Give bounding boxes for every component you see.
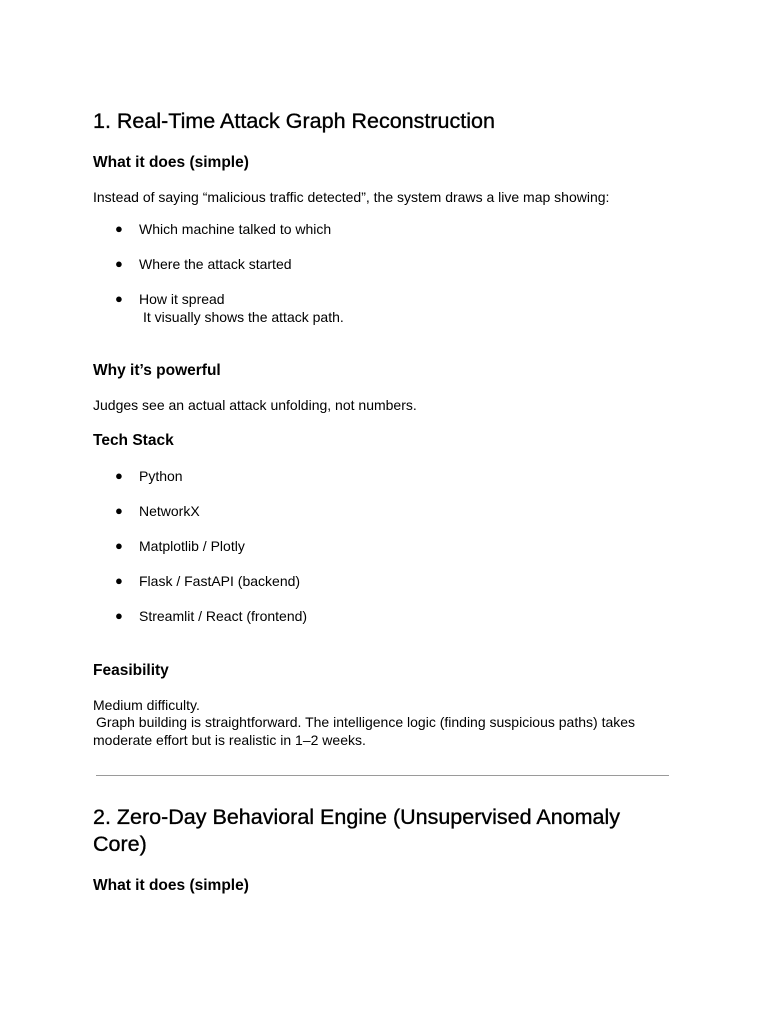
section-1-why-text: Judges see an actual attack unfolding, not numbers.: [93, 397, 417, 413]
bullet-glyph: ●: [115, 503, 123, 518]
list-item: Streamlit / React (frontend): [139, 608, 308, 624]
list-item: Where the attack started: [139, 256, 292, 272]
section-1-feasibility-heading: Feasibility: [93, 662, 169, 679]
list-item-continuation: It visually shows the attack path.: [143, 309, 344, 325]
list-item: NetworkX: [139, 503, 200, 519]
bullet-glyph: ●: [115, 608, 123, 623]
bullet-glyph: ●: [115, 291, 123, 306]
list-item: Flask / FastAPI (backend): [139, 573, 301, 589]
list-item: How it spread: [139, 291, 225, 307]
list-item: Python: [139, 468, 183, 484]
feasibility-text-line-3: moderate effort but is realistic in 1–2 weeks.: [93, 732, 366, 748]
section-1-tech-heading: Tech Stack: [93, 432, 174, 449]
section-2-title-line-2: Core): [93, 832, 147, 856]
bullet-glyph: ●: [115, 256, 123, 271]
section-1-what-heading: What it does (simple): [93, 154, 249, 171]
bullet-glyph: ●: [115, 221, 123, 236]
section-1-title: 1. Real-Time Attack Graph Reconstruction: [93, 109, 495, 133]
section-2-what-heading: What it does (simple): [93, 877, 249, 894]
section-1-intro-text: Instead of saying “malicious traffic detected”, the system draws a live map showing:: [93, 189, 610, 205]
bullet-glyph: ●: [115, 538, 123, 553]
section-1-why-heading: Why it’s powerful: [93, 362, 221, 379]
section-divider: [96, 775, 669, 776]
section-2-title-line-1: 2. Zero-Day Behavioral Engine (Unsupervised Anomaly: [93, 805, 621, 829]
feasibility-text-line-1: Medium difficulty.: [93, 697, 200, 713]
bullet-glyph: ●: [115, 468, 123, 483]
bullet-glyph: ●: [115, 573, 123, 588]
feasibility-text-line-2: Graph building is straightforward. The intelligence logic (finding suspicious paths) takes: [96, 714, 636, 730]
list-item: Matplotlib / Plotly: [139, 538, 245, 554]
list-item: Which machine talked to which: [139, 221, 332, 237]
